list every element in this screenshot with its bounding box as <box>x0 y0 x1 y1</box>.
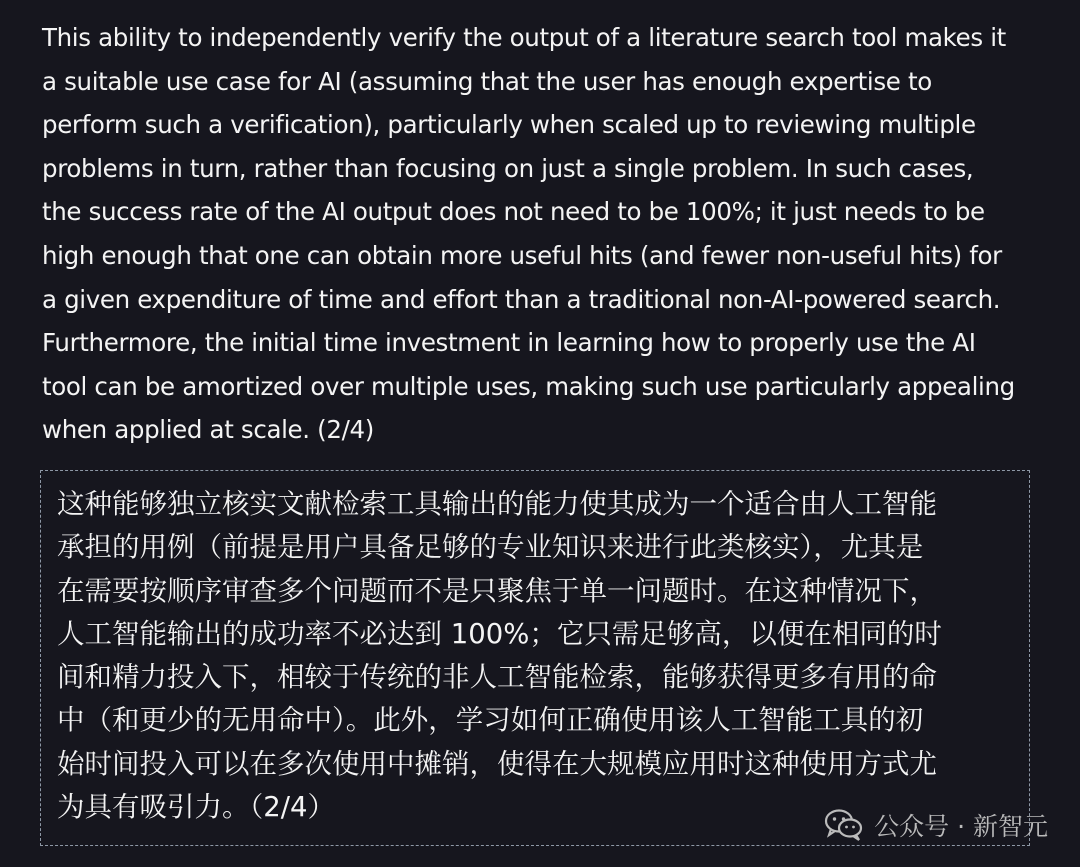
chinese-line: 在需要按顺序审查多个问题而不是只聚焦于单一问题时。在这种情况下， <box>57 574 937 607</box>
english-paragraph <box>42 16 1072 452</box>
chinese-line: 承担的用例（前提是用户具备足够的专业知识来进行此类核实），尤其是 <box>57 531 924 564</box>
chinese-line: 间和精力投入下，相较于传统的非人工智能检索，能够获得更多有用的命 <box>57 661 937 694</box>
english-line: Furthermore, the initial time investment in learning how to properly use the AI <box>42 328 976 358</box>
watermark <box>824 807 1048 843</box>
english-line: high enough that one can obtain more useful hits (and fewer non-useful hits) for <box>42 240 1002 270</box>
chinese-line: 中（和更少的无用命中）。此外，学习如何正确使用该人工智能工具的初 <box>57 704 924 737</box>
english-line: a suitable use case for AI (assuming that the user has enough expertise to <box>42 66 932 96</box>
english-line: a given expenditure of time and effort than a traditional non-AI-powered search. <box>42 284 1001 314</box>
english-line: when applied at scale. (2/4) <box>42 415 374 445</box>
english-line: tool can be amortized over multiple uses, making such use particularly appealing <box>42 371 1015 401</box>
chinese-line: 这种能够独立核实文献检索工具输出的能力使其成为一个适合由人工智能 <box>57 488 937 520</box>
chinese-line: 为具有吸引力。（2/4） <box>57 791 336 824</box>
chinese-translation-box <box>40 470 1030 846</box>
chinese-paragraph <box>57 483 942 829</box>
chinese-line: 始时间投入可以在多次使用中摊销，使得在大规模应用时这种使用方式尤 <box>57 747 937 780</box>
english-line: This ability to independently verify the output of a literature search tool makes it <box>42 23 1006 52</box>
wechat-icon <box>824 808 864 842</box>
chinese-line: 人工智能输出的成功率不必达到 100%；它只需足够高，以便在相同的时 <box>57 617 942 650</box>
english-line: perform such a verification), particularly when scaled up to reviewing multiple <box>42 110 976 140</box>
watermark-text: 公众号 · 新智元 <box>874 812 1048 841</box>
english-line: problems in turn, rather than focusing on just a single problem. In such cases, <box>42 153 974 183</box>
english-line: the success rate of the AI output does not need to be 100%; it just needs to be <box>42 197 985 227</box>
